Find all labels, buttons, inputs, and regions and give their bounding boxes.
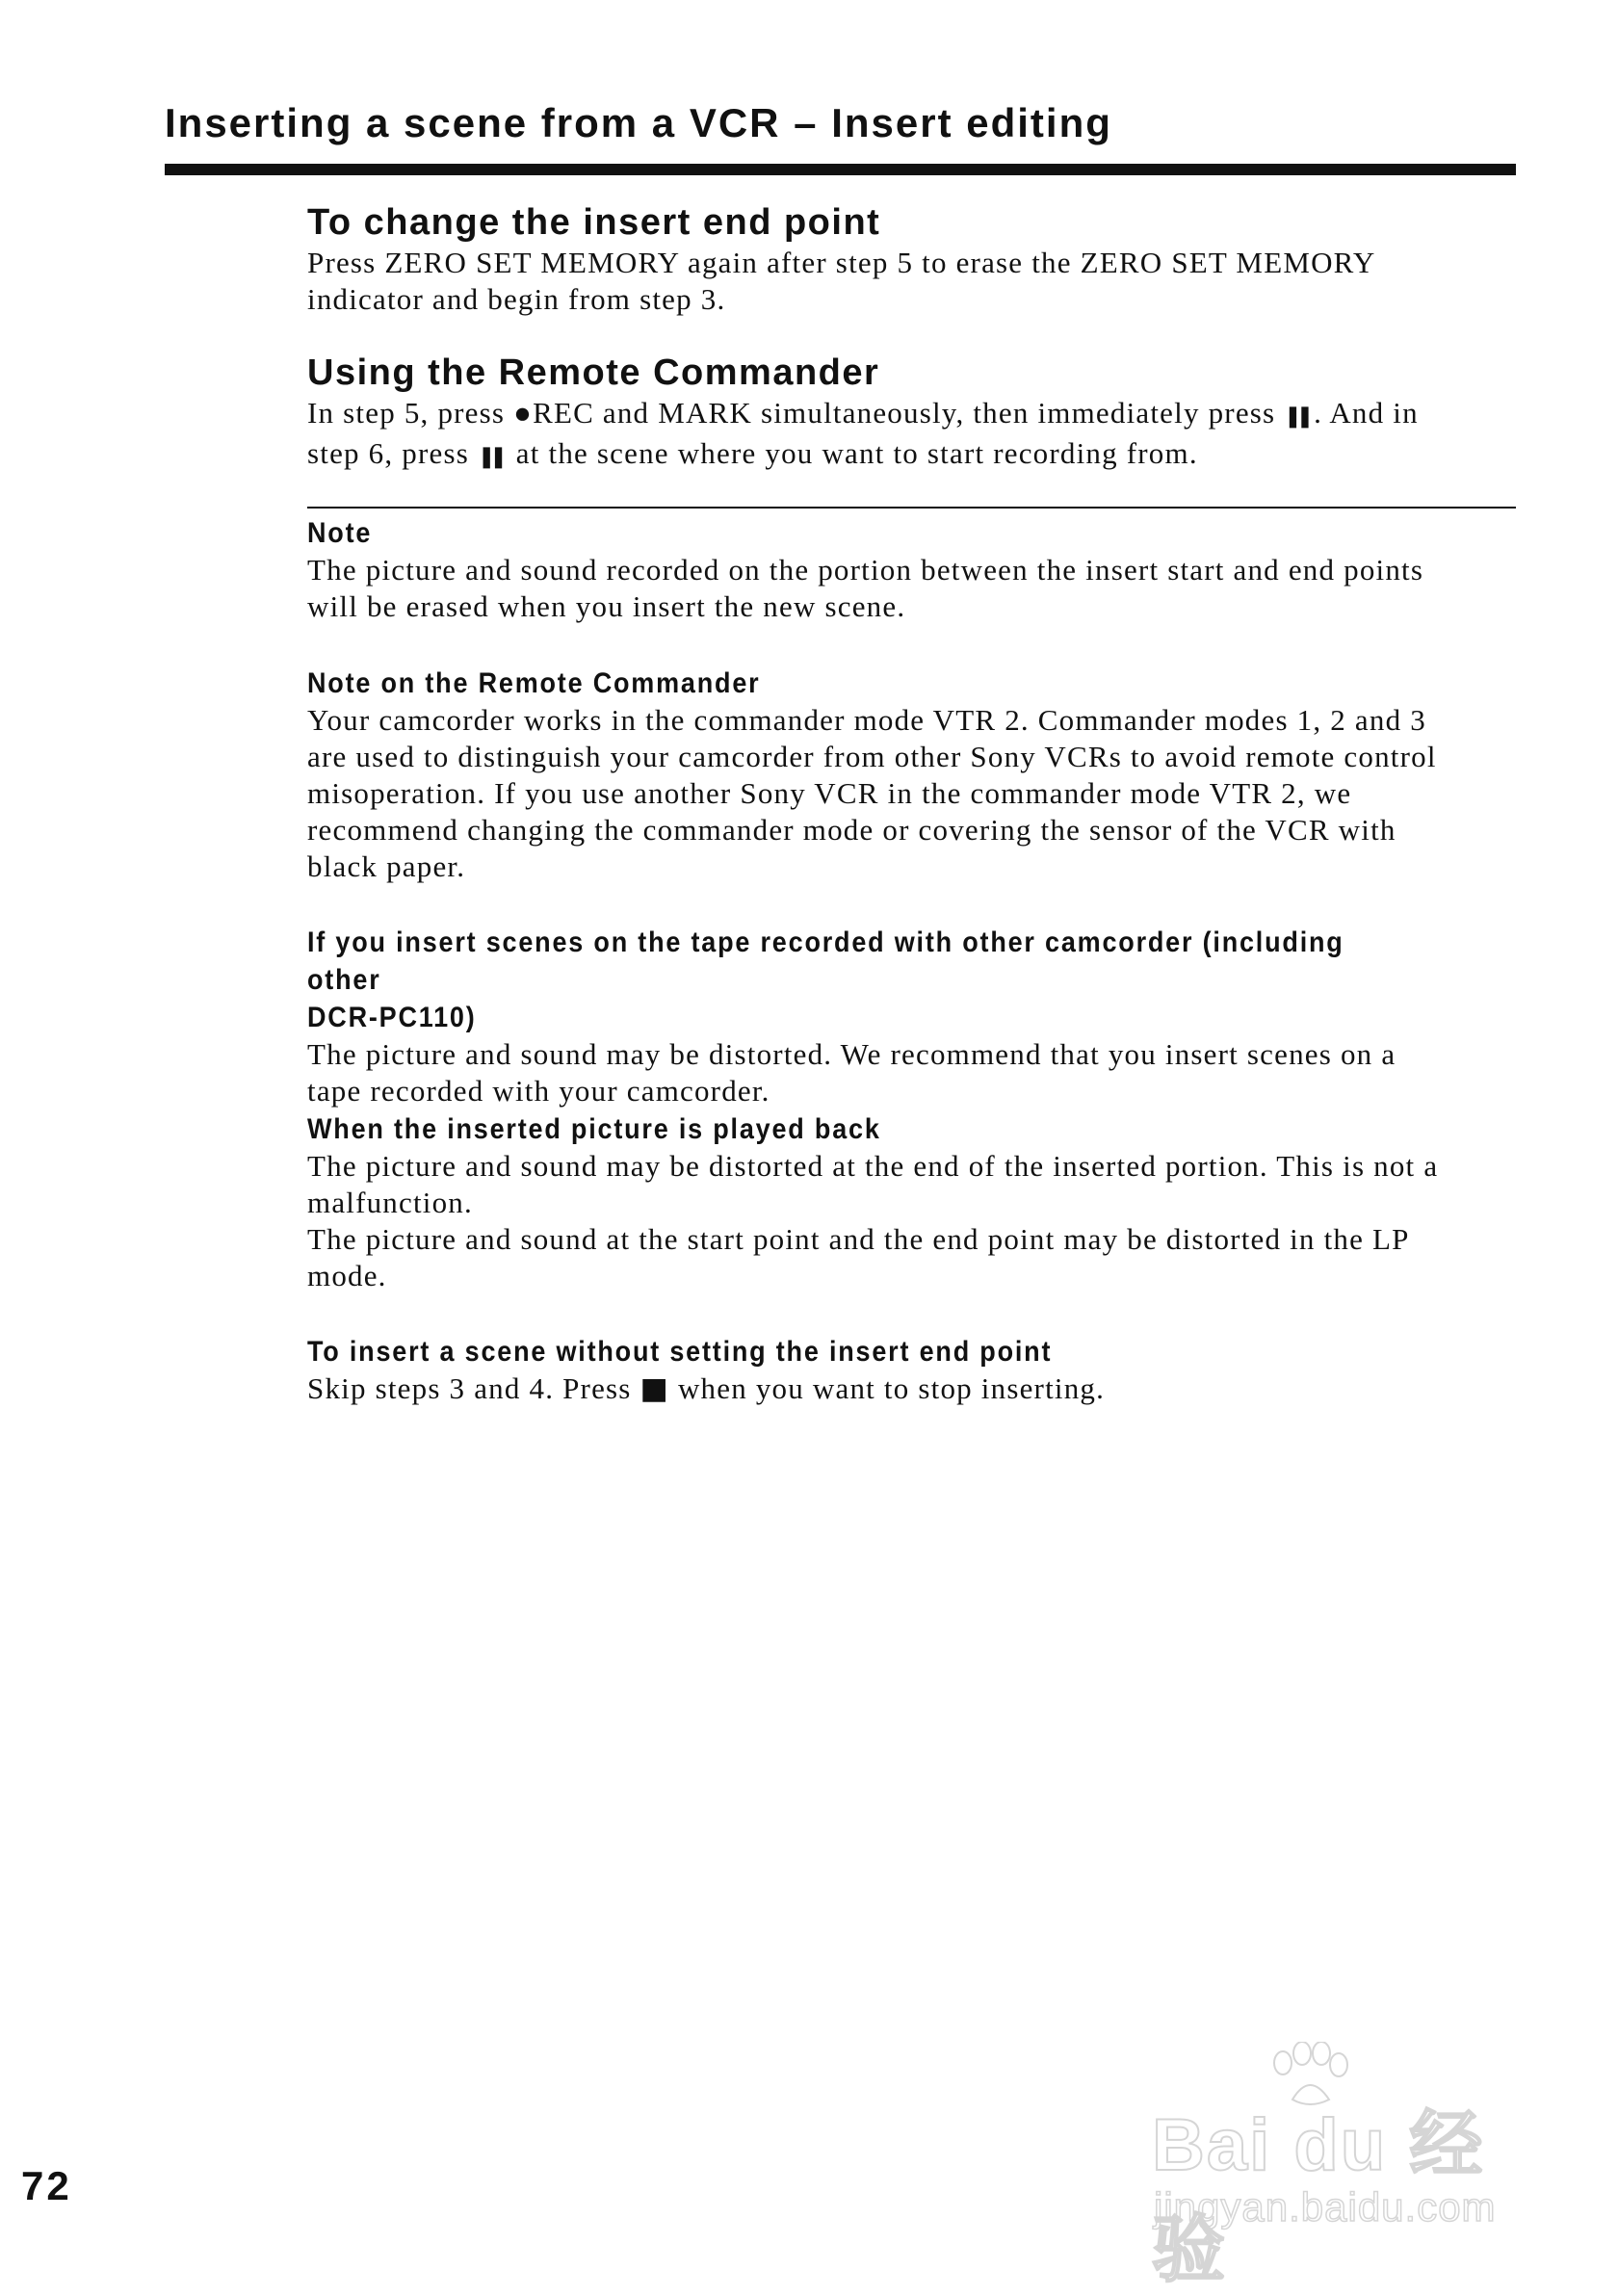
section-heading: Using the Remote Commander xyxy=(307,352,880,393)
baidu-jingyan-watermark xyxy=(1152,2042,1547,2291)
pause-icon: ❚❚ xyxy=(1284,404,1309,429)
watermark-logo: Bai du 经验 xyxy=(1152,2104,1485,2291)
section-no-end-point xyxy=(307,1333,1516,1407)
body-line: The picture and sound may be distorted at the end of the inserted portion. This is not a xyxy=(307,1149,1439,1183)
section-note-remote xyxy=(307,665,1516,885)
body-line: indicator and begin from step 3. xyxy=(307,282,726,316)
stop-square-icon: ■ xyxy=(639,1371,670,1406)
subsection-heading: If you insert scenes on the tape recorded with other camcorder (including other xyxy=(307,926,1344,996)
text-fragment: REC and MARK simultaneously, then immediately press xyxy=(533,396,1285,430)
body-line xyxy=(307,435,1516,476)
body-line: recommend changing the commander mode or covering the sensor of the VCR with xyxy=(307,813,1396,847)
body-line xyxy=(307,1370,1516,1407)
rec-dot-icon: ● xyxy=(513,396,534,430)
body-line: will be erased when you insert the new scene. xyxy=(307,589,906,623)
section-played-back xyxy=(307,1110,1516,1294)
subsection-heading: To insert a scene without setting the insert end point xyxy=(307,1336,1053,1368)
body-line: misoperation. If you use another Sony VCR in the commander mode VTR 2, we xyxy=(307,776,1352,810)
subsection-heading: Note xyxy=(307,517,373,549)
text-fragment: step 6, press xyxy=(307,436,478,470)
body-line: mode. xyxy=(307,1259,387,1292)
section-divider xyxy=(307,507,1516,509)
text-fragment: Skip steps 3 and 4. Press xyxy=(307,1371,640,1405)
body-line xyxy=(307,395,1516,435)
body-line: are used to distinguish your camcorder from other Sony VCRs to avoid remote control xyxy=(307,740,1437,773)
section-remote-commander xyxy=(307,351,1516,476)
text-fragment: at the scene where you want to start recording from. xyxy=(507,436,1198,470)
section-other-camcorder xyxy=(307,924,1516,1109)
text-fragment: . And in xyxy=(1314,396,1419,430)
section-note xyxy=(307,514,1516,625)
text-fragment: In step 5, press xyxy=(307,396,514,430)
page-header-title: Inserting a scene from a VCR – Insert editing xyxy=(165,100,1112,145)
subsection-heading: DCR-PC110) xyxy=(307,1002,477,1033)
subsection-heading: When the inserted picture is played back xyxy=(307,1113,881,1145)
subsection-heading: Note on the Remote Commander xyxy=(307,667,761,699)
body-line: tape recorded with your camcorder. xyxy=(307,1074,770,1108)
header-rule xyxy=(165,164,1516,175)
text-fragment: when you want to stop inserting. xyxy=(669,1371,1106,1405)
section-change-end-point xyxy=(307,200,1516,318)
body-line: black paper. xyxy=(307,849,466,883)
body-line: malfunction. xyxy=(307,1186,473,1219)
body-line: The picture and sound may be distorted. We recommend that you insert scenes on a xyxy=(307,1037,1396,1071)
body-line: Your camcorder works in the commander mode VTR 2. Commander modes 1, 2 and 3 xyxy=(307,703,1426,737)
page-number: 72 xyxy=(21,2163,72,2208)
body-line: The picture and sound recorded on the portion between the insert start and end points xyxy=(307,553,1424,587)
watermark-url: jingyan.baidu.com xyxy=(1154,2184,1497,2230)
body-line: Press ZERO SET MEMORY again after step 5 to erase the ZERO SET MEMORY xyxy=(307,246,1376,279)
section-heading: To change the insert end point xyxy=(307,202,881,243)
pause-icon: ❚❚ xyxy=(477,445,502,469)
body-line: The picture and sound at the start point and the end point may be distorted in the LP xyxy=(307,1222,1410,1256)
